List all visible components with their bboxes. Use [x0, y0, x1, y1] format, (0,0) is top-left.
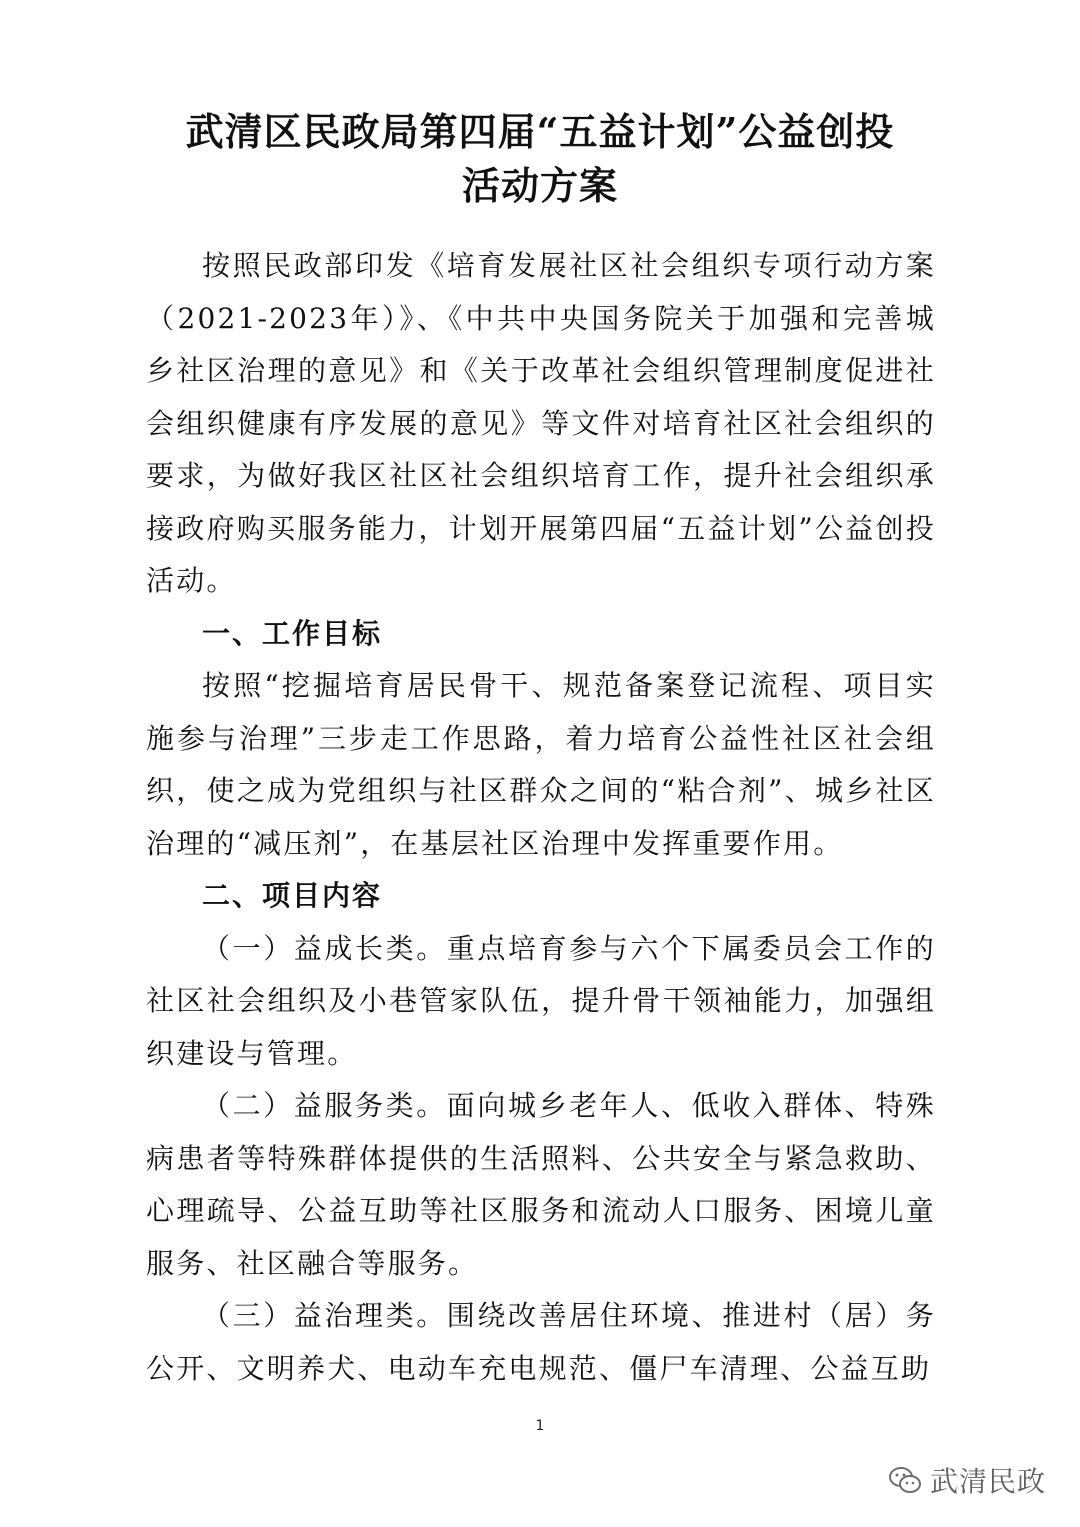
document-title-line-2: 活动方案	[461, 163, 618, 208]
wechat-icon	[888, 1465, 922, 1495]
section-heading-content: 二、项目内容	[202, 879, 383, 912]
page-number: 1	[535, 1418, 545, 1434]
goals-paragraph: 按照“挖掘培育居民骨干、规范备案登记流程、项目实施参与治理”三步走工作思路，着力培育公益性社区社会组织，使之成为党组织与社区群众之间的“粘合剂”、城乡社区治理的“减压剂”，在基层社区治理中发挥重要作用。	[146, 669, 936, 860]
item-governance-paragraph: （三）益治理类。围绕改善居住环境、推进村（居）务公开、文明养犬、电动车充电规范、僵尸车清理、公益互助	[146, 1299, 936, 1385]
watermark-text: 武清民政	[929, 1465, 1046, 1498]
watermark	[888, 1460, 1046, 1500]
section-heading-goals: 一、工作目标	[202, 616, 383, 650]
item-growth-paragraph: （一）益成长类。重点培育参与六个下属委员会工作的社区社会组织及小巷管家队伍，提升骨干领袖能力，加强组织建设与管理。	[146, 931, 936, 1070]
document-title-line-1: 武清区民政局第四届“五益计划”公益创投	[185, 109, 895, 154]
intro-paragraph: 按照民政部印发《培育发展社区社会组织专项行动方案（2021-2023年）》、《中共中央国务院关于加强和完善城乡社区治理的意见》和《关于改革社会组织管理制度促进社会组织健康有序发展的意见》等文件对培育社区社会组织的要求，为做好我区社区社会组织培育工作，提升社会组织承接政府购买服务能力，计划开展第四届“五益计划”公益创投活动。	[146, 249, 936, 597]
document-body	[146, 240, 936, 1395]
item-service-paragraph: （二）益服务类。面向城乡老年人、低收入群体、特殊病患者等特殊群体提供的生活照料、公共安全与紧急救助、心理疏导、公益互助等社区服务和流动人口服务、困境儿童服务、社区融合等服务。	[146, 1089, 936, 1280]
